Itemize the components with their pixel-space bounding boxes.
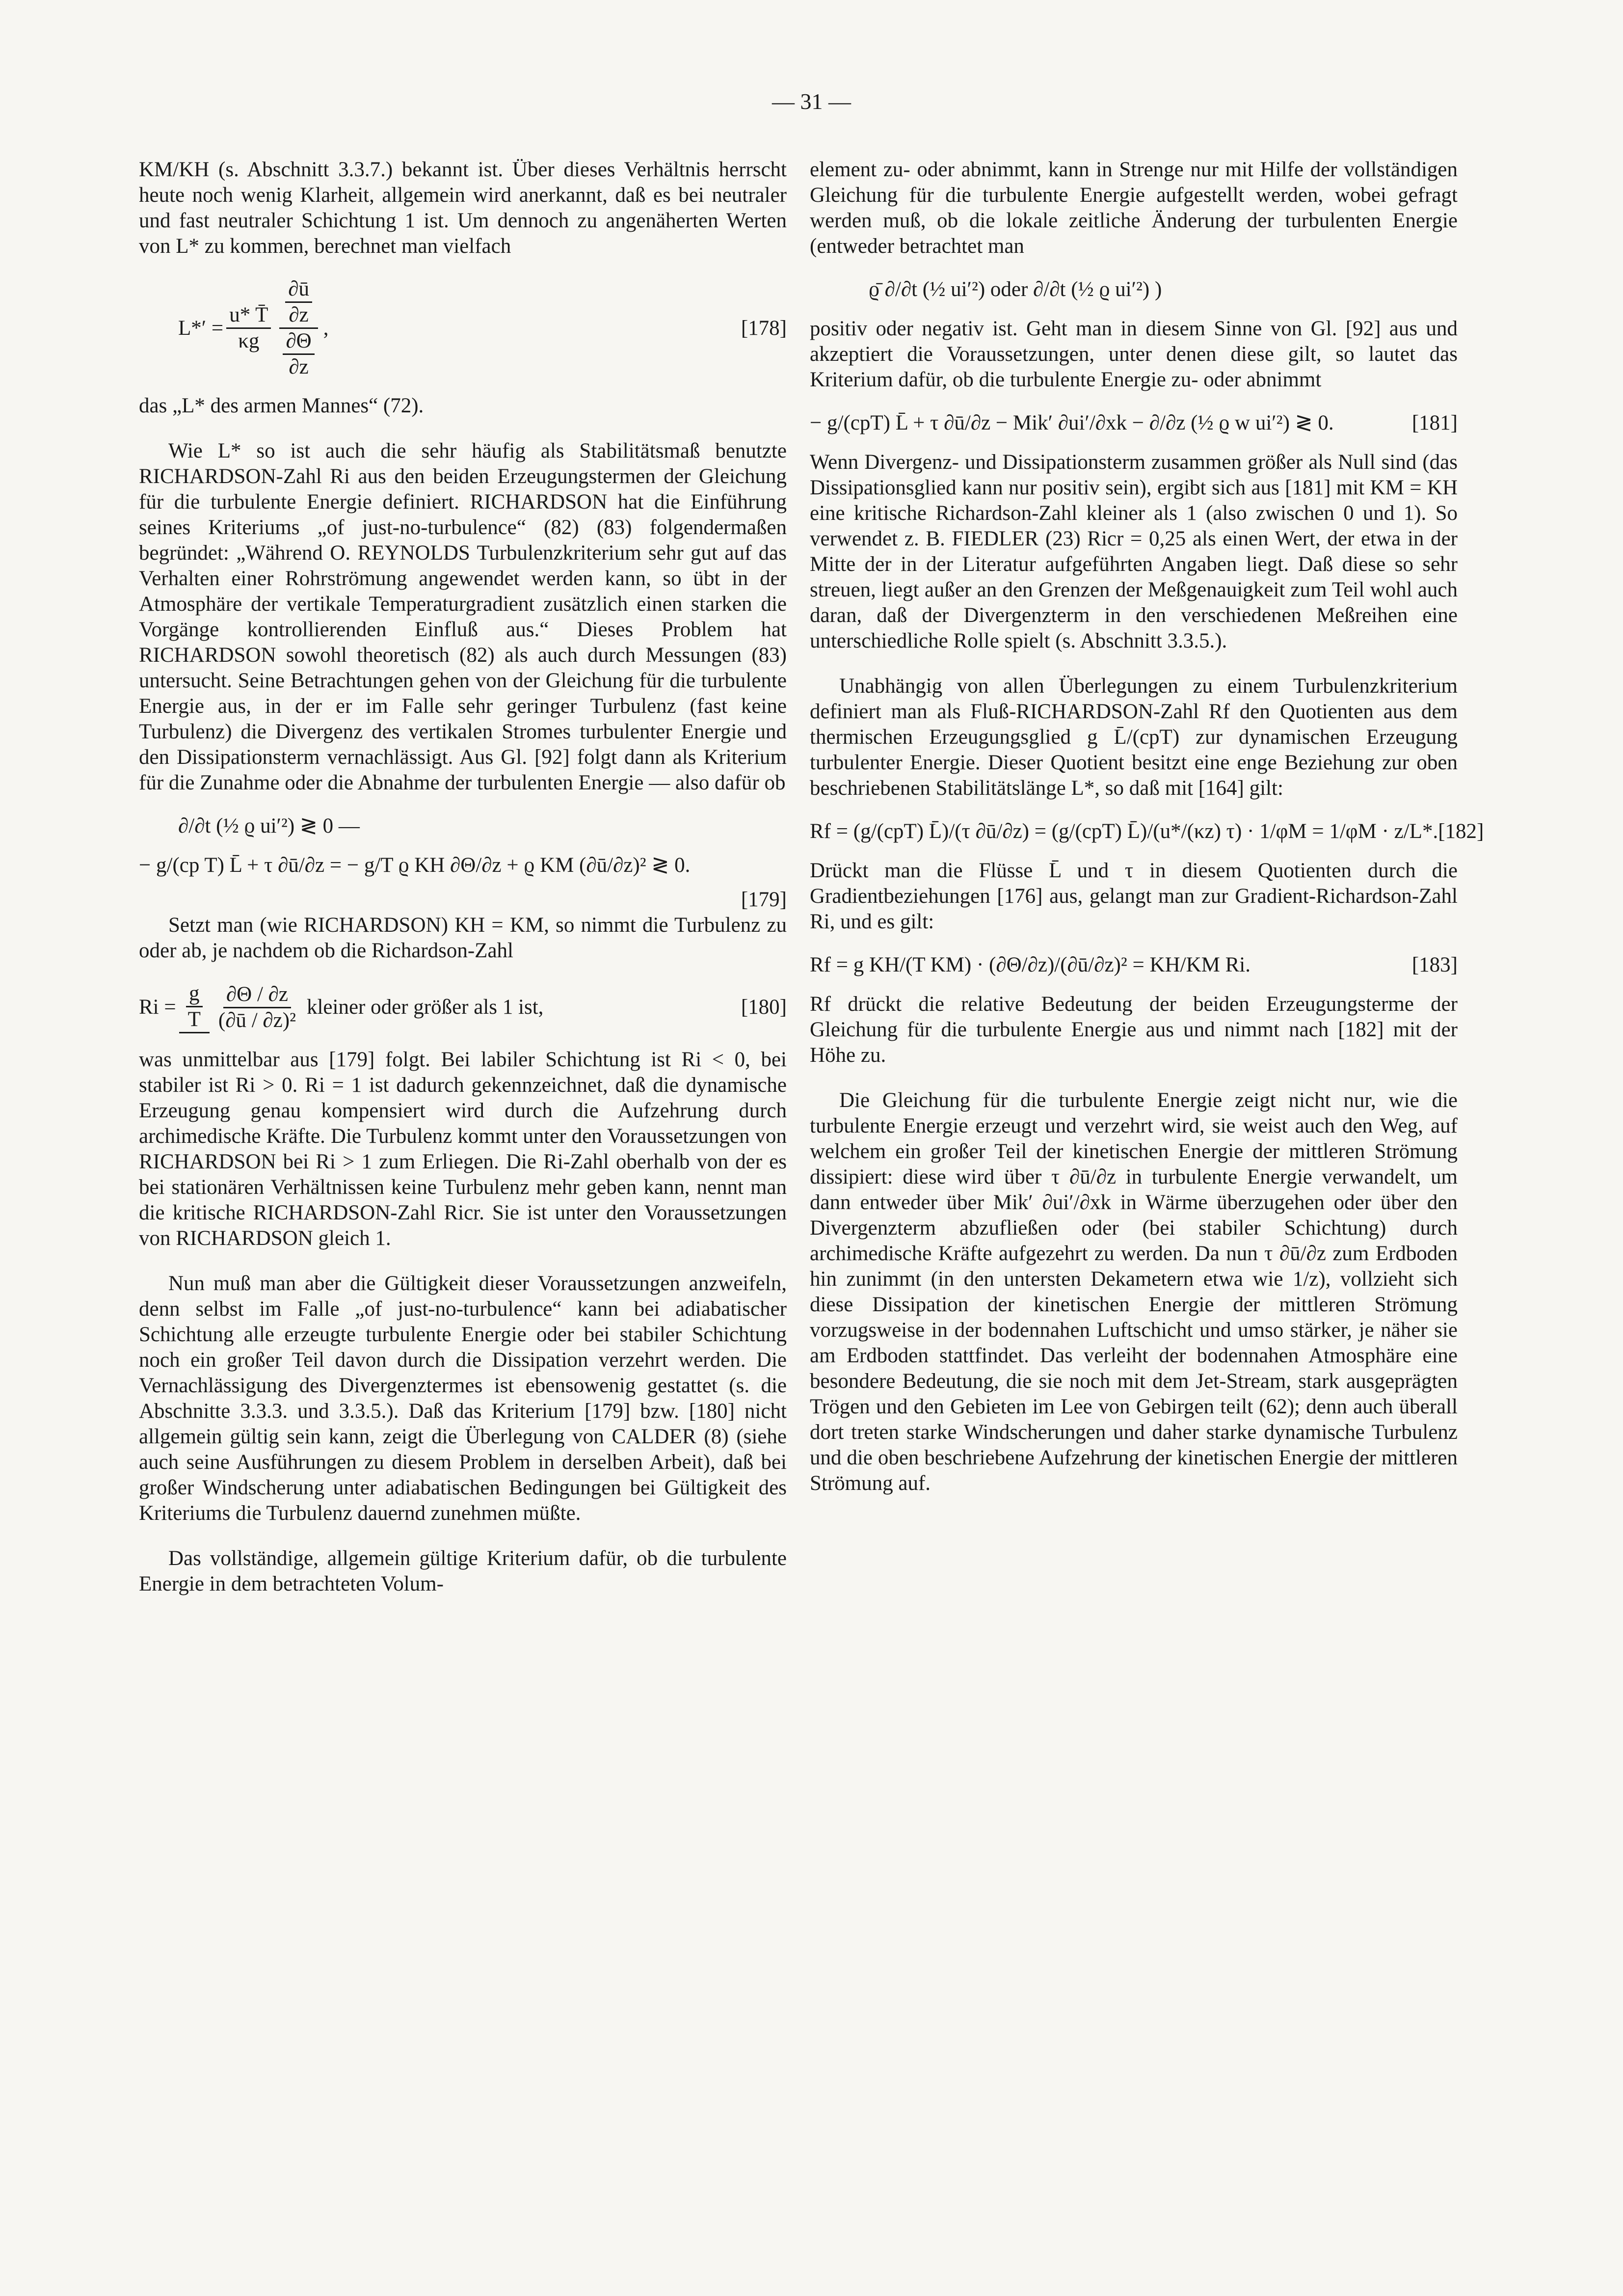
fraction — [277, 277, 320, 379]
equation-number: [180] — [741, 996, 787, 1019]
paragraph: Rf drückt die relative Bedeutung der beiden Erzeugungsterme der Gleichung für die turbulente Energie aus und nimmt nach [182] mit der Höhe zu. — [810, 993, 1458, 1067]
paragraph: Wie L* so ist auch die sehr häufig als Stabilitätsmaß benutzte RICHARDSON-Zahl Ri aus den beiden Erzeugungstermen der Gleichung für die turbulente Energie definiert. RICHARDSON hat die Einführung seines Kriteriums „of just-no-turbulence“ (82) (83) folgendermaßen begründet: „Während O. REYNOLDS Turbulenzkriterium sehr gut auf das Verhalten einer Rohrströmung angewendet werden kann, so übt in der Atmosphäre der vertikale Temperaturgradient zusätzlich einen starken die Vorgänge kontrollierenden Einfluß aus.“ Dieses Problem hat RICHARDSON sowohl theoretisch (82) als auch durch Messungen (83) untersucht. Seine Betrachtungen gehen von der Gleichung für die turbulente Energie aus, in der er im Falle sehr geringer Turbulenz (fast keine Turbulenz) die Divergenz des vertikalen Stromes turbulenter Energie und den Dissipationsterm vernachlässigt. Aus Gl. [92] folgt dann als Kriterium für die Zunahme oder die Abnahme der turbulenten Energie — also dafür ob — [139, 439, 787, 794]
paragraph: Nun muß man aber die Gültigkeit dieser Voraussetzungen anzweifeln, denn selbst im Falle „of just-no-turbulence“ kann bei adiabatischer Schichtung alle erzeugte turbulente Energie oder bei stabiler Schichtung noch ein großer Teil davon durch die Dissipation verzehrt werden. Die Vernachlässigung des Divergenztermes ist ebensowenig gestattet (s. die Abschnitte 3.3.3. und 3.3.5.). Daß das Kriterium [179] bzw. [180] nicht allgemein gültig sein kann, zeigt die Überlegung von CALDER (8) (siehe auch seine Ausführungen zu diesem Problem in derselben Arbeit), daß bei großer Windscherung unter adiabatischen Bedingungen bei Gültigkeit des Kriteriums die Turbulenz dauernd zunehmen müßte. — [139, 1272, 787, 1525]
equation-number: [178] — [741, 316, 787, 340]
page-number: — 31 — — [772, 89, 851, 114]
equation-180 — [139, 981, 787, 1033]
denominator: κg — [238, 329, 260, 352]
equation-number: [181] — [1411, 411, 1458, 434]
right-column — [810, 157, 1484, 1496]
paragraph: Unabhängig von allen Überlegungen zu einem Turbulenzkriterium definiert man als Fluß-RICHARDSON-Zahl Rf den Quotienten aus dem thermischen Erzeugungsglied g L̄/(cpT) zur dynamischen Erzeugung turbulenter Energie. Dieser Quotient besitzt eine enge Beziehung zur oben beschriebenen Stabilitätslänge L*, so daß mit [164] gilt: — [810, 675, 1458, 800]
paragraph: Wenn Divergenz- und Dissipationsterm zusammen größer als Null sind (das Dissipationsglied kann nur positiv sein), ergibt sich aus [181] mit KM = KH eine kritische Richardson-Zahl kleiner als 1 (also zwischen 0 und 1). So verwendet z. B. FIEDLER (23) Ricr = 0,25 als einen Wert, der etwa in der Mitte der in der Literatur aufgeführten Angaben liegt. Daß diese so sehr streuen, liegt außer an den Grenzen der Meßgenauigkeit zum Teil wohl auch daran, daß der Divergenzterm in den verschiedenen Meßreihen eine unterschiedliche Rolle spielt (s. Abschnitt 3.3.5.). — [810, 451, 1458, 652]
equation-183: Rf = g KH/(T KM) · (∂Θ/∂z)/(∂ū/∂z)² = KH/KM Ri. [183] — [810, 952, 1458, 978]
equation-unnumbered: ϱ̄ ∂/∂t (½ ui′²) oder ∂/∂t (½ ϱ ui′²) ) — [869, 278, 1162, 301]
fraction — [226, 303, 271, 353]
fraction: $\frac{\partial\Theta / \partial z}{\text{(∂ū / ∂z)²}}$ — [218, 982, 296, 1032]
equation-number: [182] — [1438, 820, 1484, 843]
denominator: $\frac{\partial\Theta}{\partial z}$ — [277, 329, 320, 379]
equation-178: L*′ = $\frac{u* T̄}{\kappa g}$ $\frac{\frac{\partial ū}{\partial z}}{\frac{\partial\Theta}{\partial z}}$ , [178] — [178, 277, 787, 378]
paragraph: element zu- oder abnimmt, kann in Strenge nur mit Hilfe der vollständigen Gleichung für die turbulente Energie aufgestellt werden, wobei gefragt werden muß, ob die lokale zeitliche Änderung der turbulenten Energie (entweder betrachtet man — [810, 158, 1458, 258]
paragraph: das „L* des armen Mannes“ (72). — [139, 394, 424, 417]
fraction: $\frac{g}{T}$ — [179, 981, 210, 1033]
paragraph: KM/KH (s. Abschnitt 3.3.7.) bekannt ist. Über dieses Verhältnis herrscht heute noch wenig Klarheit, allgemein wird anerkannt, daß es bei neutraler und fast neutraler Schichtung 1 ist. Um dennoch zu angenäherten Werten von L* zu kommen, berechnet man vielfach — [139, 158, 787, 258]
paragraph: Setzt man (wie RICHARDSON) KH = KM, so nimmt die Turbulenz zu oder ab, je nachdem ob die Richardson-Zahl — [139, 914, 787, 962]
paragraph: Drückt man die Flüsse L̄ und τ in diesem Quotienten durch die Gradientbeziehungen [176] aus, gelangt man zur Gradient-Richardson-Zahl Ri, und es gilt: — [810, 859, 1458, 933]
equation-179b: − g/(cp T) L̄ + τ ∂ū/∂z = − g/T ϱ KH ∂Θ/∂z + ϱ KM (∂ū/∂z)² ≷ 0. — [139, 854, 691, 877]
numerator: u* T̄ — [226, 303, 271, 329]
eq-lhs: L*′ = — [178, 316, 224, 340]
equation-number: [179] — [741, 888, 787, 911]
equation-179a: ∂/∂t (½ ϱ ui′²) ≷ 0 — — [178, 814, 360, 837]
eq-text: kleiner oder größer als 1 ist, — [306, 996, 544, 1019]
left-column — [139, 157, 787, 1597]
equation-182: Rf = (g/(cpT) L̄)/(τ ∂ū/∂z) = (g/(cpT) L̄)/(u*/(κz) τ) · 1/φM = 1/φM · z/L*. [182] — [810, 819, 1458, 844]
equation-181: − g/(cpT) L̄ + τ ∂ū/∂z − Mik′ ∂ui′/∂xk − ∂/∂z (½ ϱ w ui′²) ≷ 0. [181] — [810, 410, 1458, 436]
numerator: $\frac{\partial ū}{\partial z}$ — [279, 277, 318, 329]
paragraph: was unmittelbar aus [179] folgt. Bei labiler Schichtung ist Ri < 0, bei stabiler ist Ri > 0. Ri = 1 ist dadurch gekennzeichnet, daß die dynamische Erzeugung genau kompensiert wird durch die Aufzehrung durch archimedische Kräfte. Die Turbulenz kommt unter den Voraussetzungen von RICHARDSON bei Ri > 1 zum Erliegen. Die Ri-Zahl oberhalb von der es bei stationären Verhältnissen keine Turbulenz mehr geben kann, nennt man die kritische RICHARDSON-Zahl Ricr. Sie ist unter den Voraussetzungen von RICHARDSON gleich 1. — [139, 1048, 787, 1250]
equation-number: [183] — [1411, 953, 1458, 976]
paragraph: Die Gleichung für die turbulente Energie zeigt nicht nur, wie die turbulente Energie erzeugt und verzehrt wird, sie weist auch den Weg, auf welchem ein großer Teil der kinetischen Energie der mittleren Strömung dissipiert: diese wird über τ ∂ū/∂z in turbulente Energie verwandelt, um dann entweder über Mik′ ∂ui′/∂xk in Wärme überzugehen oder über den Divergenzterm abzufließen oder (bei stabiler Schichtung) durch archimedische Kräfte aufgezehrt zu werden. Da nun τ ∂ū/∂z zum Erdboden hin zunimmt (in den untersten Dekametern etwa wie 1/z), vollzieht sich diese Dissipation der kinetischen Energie der mittleren Strömung vorzugsweise in der bodennahen Luftschicht und umso stärker, je näher sie am Erdboden stattfindet. Das verleiht der bodennahen Atmosphäre eine besondere Bedeutung, die sie noch mit dem Jet-Stream, stark ausgeprägten Trögen und den Gebieten im Lee von Gebirgen teilt (62); denn auch überall dort treten starke Windscherungen und daher starke dynamische Turbulenz und die oben beschriebene Aufzehrung der kinetischen Energie der mittleren Strömung auf. — [810, 1089, 1458, 1495]
paragraph: positiv oder negativ ist. Geht man in diesem Sinne von Gl. [92] aus und akzeptiert die Voraussetzungen, unter denen diese gilt, so lautet das Kriterium dafür, ob die turbulente Energie zu- oder abnimmt — [810, 317, 1458, 391]
paragraph: Das vollständige, allgemein gültige Kriterium dafür, ob die turbulente Energie in dem betrachteten Volum- — [139, 1547, 787, 1595]
eq-lhs: Ri = — [139, 996, 176, 1019]
